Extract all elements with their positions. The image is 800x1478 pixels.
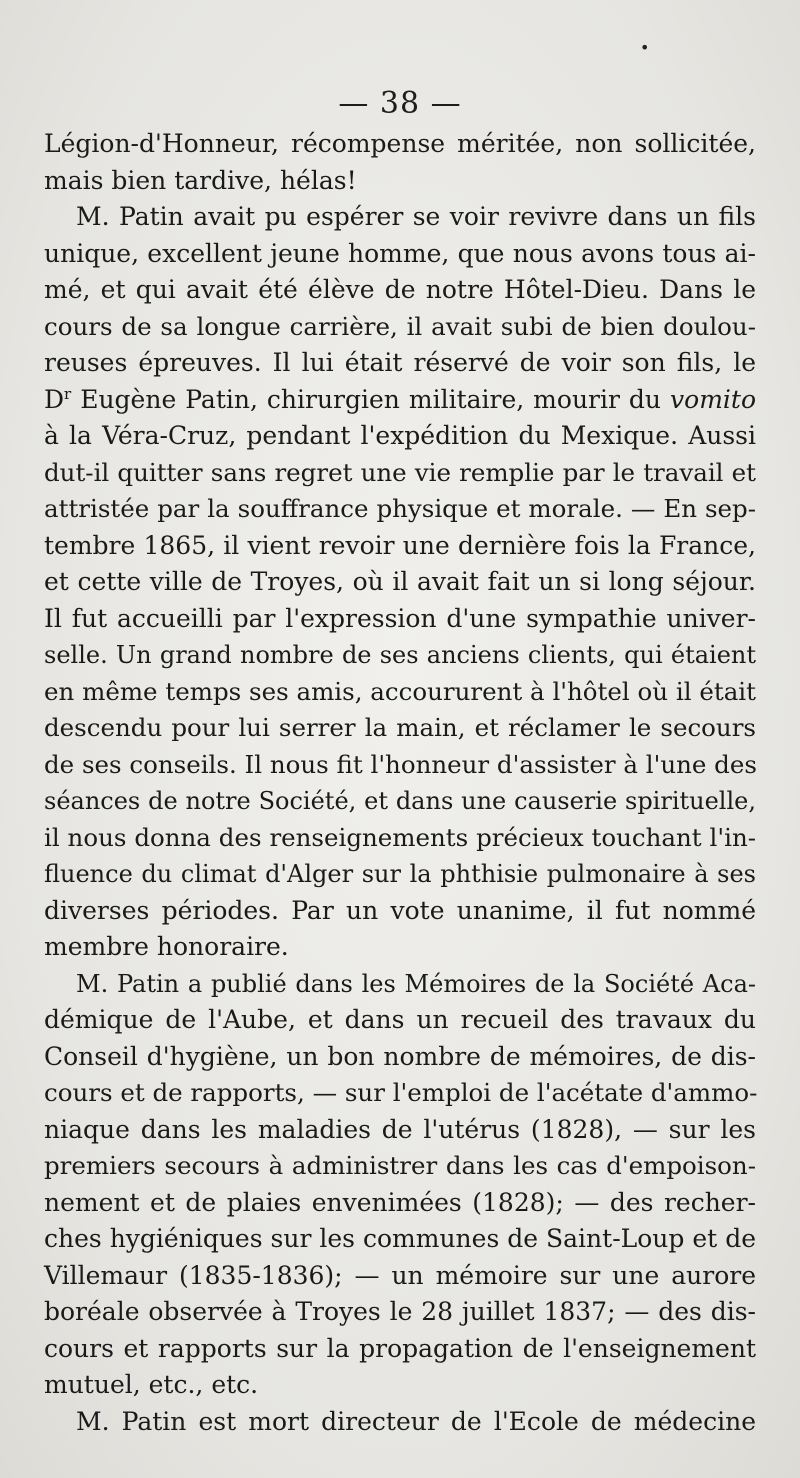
text-line	[44, 418, 756, 455]
text-line	[44, 163, 756, 200]
text-line	[44, 1112, 756, 1149]
text-line	[44, 637, 756, 674]
line-text: boréale observée à Troyes le 28 juillet 1837; — des dis-	[44, 1297, 756, 1326]
line-text: il nous donna des renseignements précieux touchant l'in-	[44, 822, 756, 852]
text-line	[44, 966, 756, 1003]
text-line	[44, 893, 756, 930]
line-text: séances de notre Société, et dans une causerie spirituelle,	[44, 787, 756, 815]
text-line	[44, 272, 756, 309]
text-line	[44, 747, 756, 784]
text-line	[44, 674, 756, 711]
line-text: cours de sa longue carrière, il avait subi de bien doulou-	[44, 311, 756, 341]
text-line	[44, 1148, 756, 1185]
line-text: cours et de rapports, — sur l'emploi de l'acétate d'ammo-	[44, 1078, 758, 1107]
text-line	[44, 491, 756, 528]
text-line	[44, 601, 756, 638]
line-text: diverses périodes. Par un vote unanime, il fut nommé	[44, 895, 756, 925]
text-line	[44, 309, 756, 346]
line-text: fluence du climat d'Alger sur la phthisie pulmonaire à ses	[44, 860, 756, 888]
line-text: niaque dans les maladies de l'utérus (1828), — sur les	[44, 1114, 756, 1144]
line-text: de ses conseils. Il nous fit l'honneur d'assister à l'une des	[44, 749, 757, 779]
text-line	[44, 564, 756, 601]
text-line	[44, 345, 756, 382]
text-line	[44, 528, 756, 565]
line-text: M. Patin avait pu espérer se voir revivre dans un fils	[76, 202, 756, 231]
body-text	[44, 126, 756, 1440]
line-text: Villemaur (1835-1836); — un mémoire sur une aurore	[44, 1260, 756, 1290]
text-line	[44, 199, 756, 236]
line-text: mé, et qui avait été élève de notre Hôtel-Dieu. Dans le	[44, 275, 756, 304]
text-line	[44, 236, 756, 273]
line-text: en même temps ses amis, accoururent à l'hôtel où il était	[44, 676, 756, 706]
text-line	[44, 1404, 756, 1441]
title-abbreviation: D	[44, 384, 65, 414]
line-text: premiers secours à administrer dans les cas d'empoison-	[44, 1151, 756, 1180]
text-line	[44, 856, 756, 893]
text-line	[44, 1367, 756, 1404]
text-line	[44, 382, 756, 419]
text-line	[44, 1221, 756, 1258]
line-text: dut-il quitter sans regret une vie remplie par le travail et	[44, 457, 756, 487]
line-text: cours et rapports sur la propagation de l'enseignement	[44, 1333, 756, 1363]
text-line	[44, 455, 756, 492]
line-text: membre honoraire.	[44, 932, 289, 961]
line-text: mais bien tardive, hélas!	[44, 165, 357, 195]
line-text: unique, excellent jeune homme, que nous avons tous ai-	[44, 238, 756, 268]
line-text: à la Véra-Cruz, pendant l'expédition du Mexique. Aussi	[44, 421, 756, 450]
line-text: Légion-d'Honneur, récompense méritée, non sollicitée,	[44, 129, 756, 158]
line-text: attristée par la souffrance physique et morale. — En sep-	[44, 494, 756, 523]
line-text: démique de l'Aube, et dans un recueil des travaux du	[44, 1005, 756, 1034]
line-text: Eugène Patin, chirurgien militaire, mourir du	[71, 384, 671, 414]
line-text: nement et de plaies envenimées (1828); — des recher-	[44, 1187, 756, 1217]
text-line	[44, 1039, 756, 1076]
text-line	[44, 126, 756, 163]
line-text: et cette ville de Troyes, où il avait fait un si long séjour.	[44, 567, 756, 596]
line-text: mutuel, etc., etc.	[44, 1370, 259, 1399]
text-line	[44, 820, 756, 857]
text-line	[44, 1331, 756, 1368]
line-text: Conseil d'hygiène, un bon nombre de mémoires, de dis-	[44, 1041, 756, 1071]
page-number: — 38 —	[338, 86, 462, 121]
text-line	[44, 1258, 756, 1295]
italic-term: vomito	[670, 384, 756, 414]
line-text: M. Patin a publié dans les Mémoires de la Société Aca-	[76, 969, 756, 998]
text-line	[44, 1294, 756, 1331]
line-text: tembre 1865, il vient revoir une dernière fois la France,	[44, 530, 756, 560]
text-line	[44, 1002, 756, 1039]
line-text: M. Patin est mort directeur de l'Ecole de médecine	[76, 1406, 756, 1436]
text-line	[44, 1185, 756, 1222]
text-line	[44, 929, 756, 966]
text-line	[44, 710, 756, 747]
text-line	[44, 1075, 756, 1112]
superscript: r	[64, 384, 72, 403]
line-text: ches hygiéniques sur les communes de Saint-Loup et de	[44, 1224, 756, 1253]
line-text: descendu pour lui serrer la main, et réclamer le secours	[44, 713, 756, 742]
ink-speck: •	[640, 38, 650, 57]
text-line	[44, 783, 756, 820]
line-text: Il fut accueilli par l'expression d'une sympathie univer-	[44, 603, 756, 633]
line-text: selle. Un grand nombre de ses anciens clients, qui étaient	[44, 641, 756, 669]
line-text: reuses épreuves. Il lui était réservé de voir son fils, le	[44, 348, 756, 377]
